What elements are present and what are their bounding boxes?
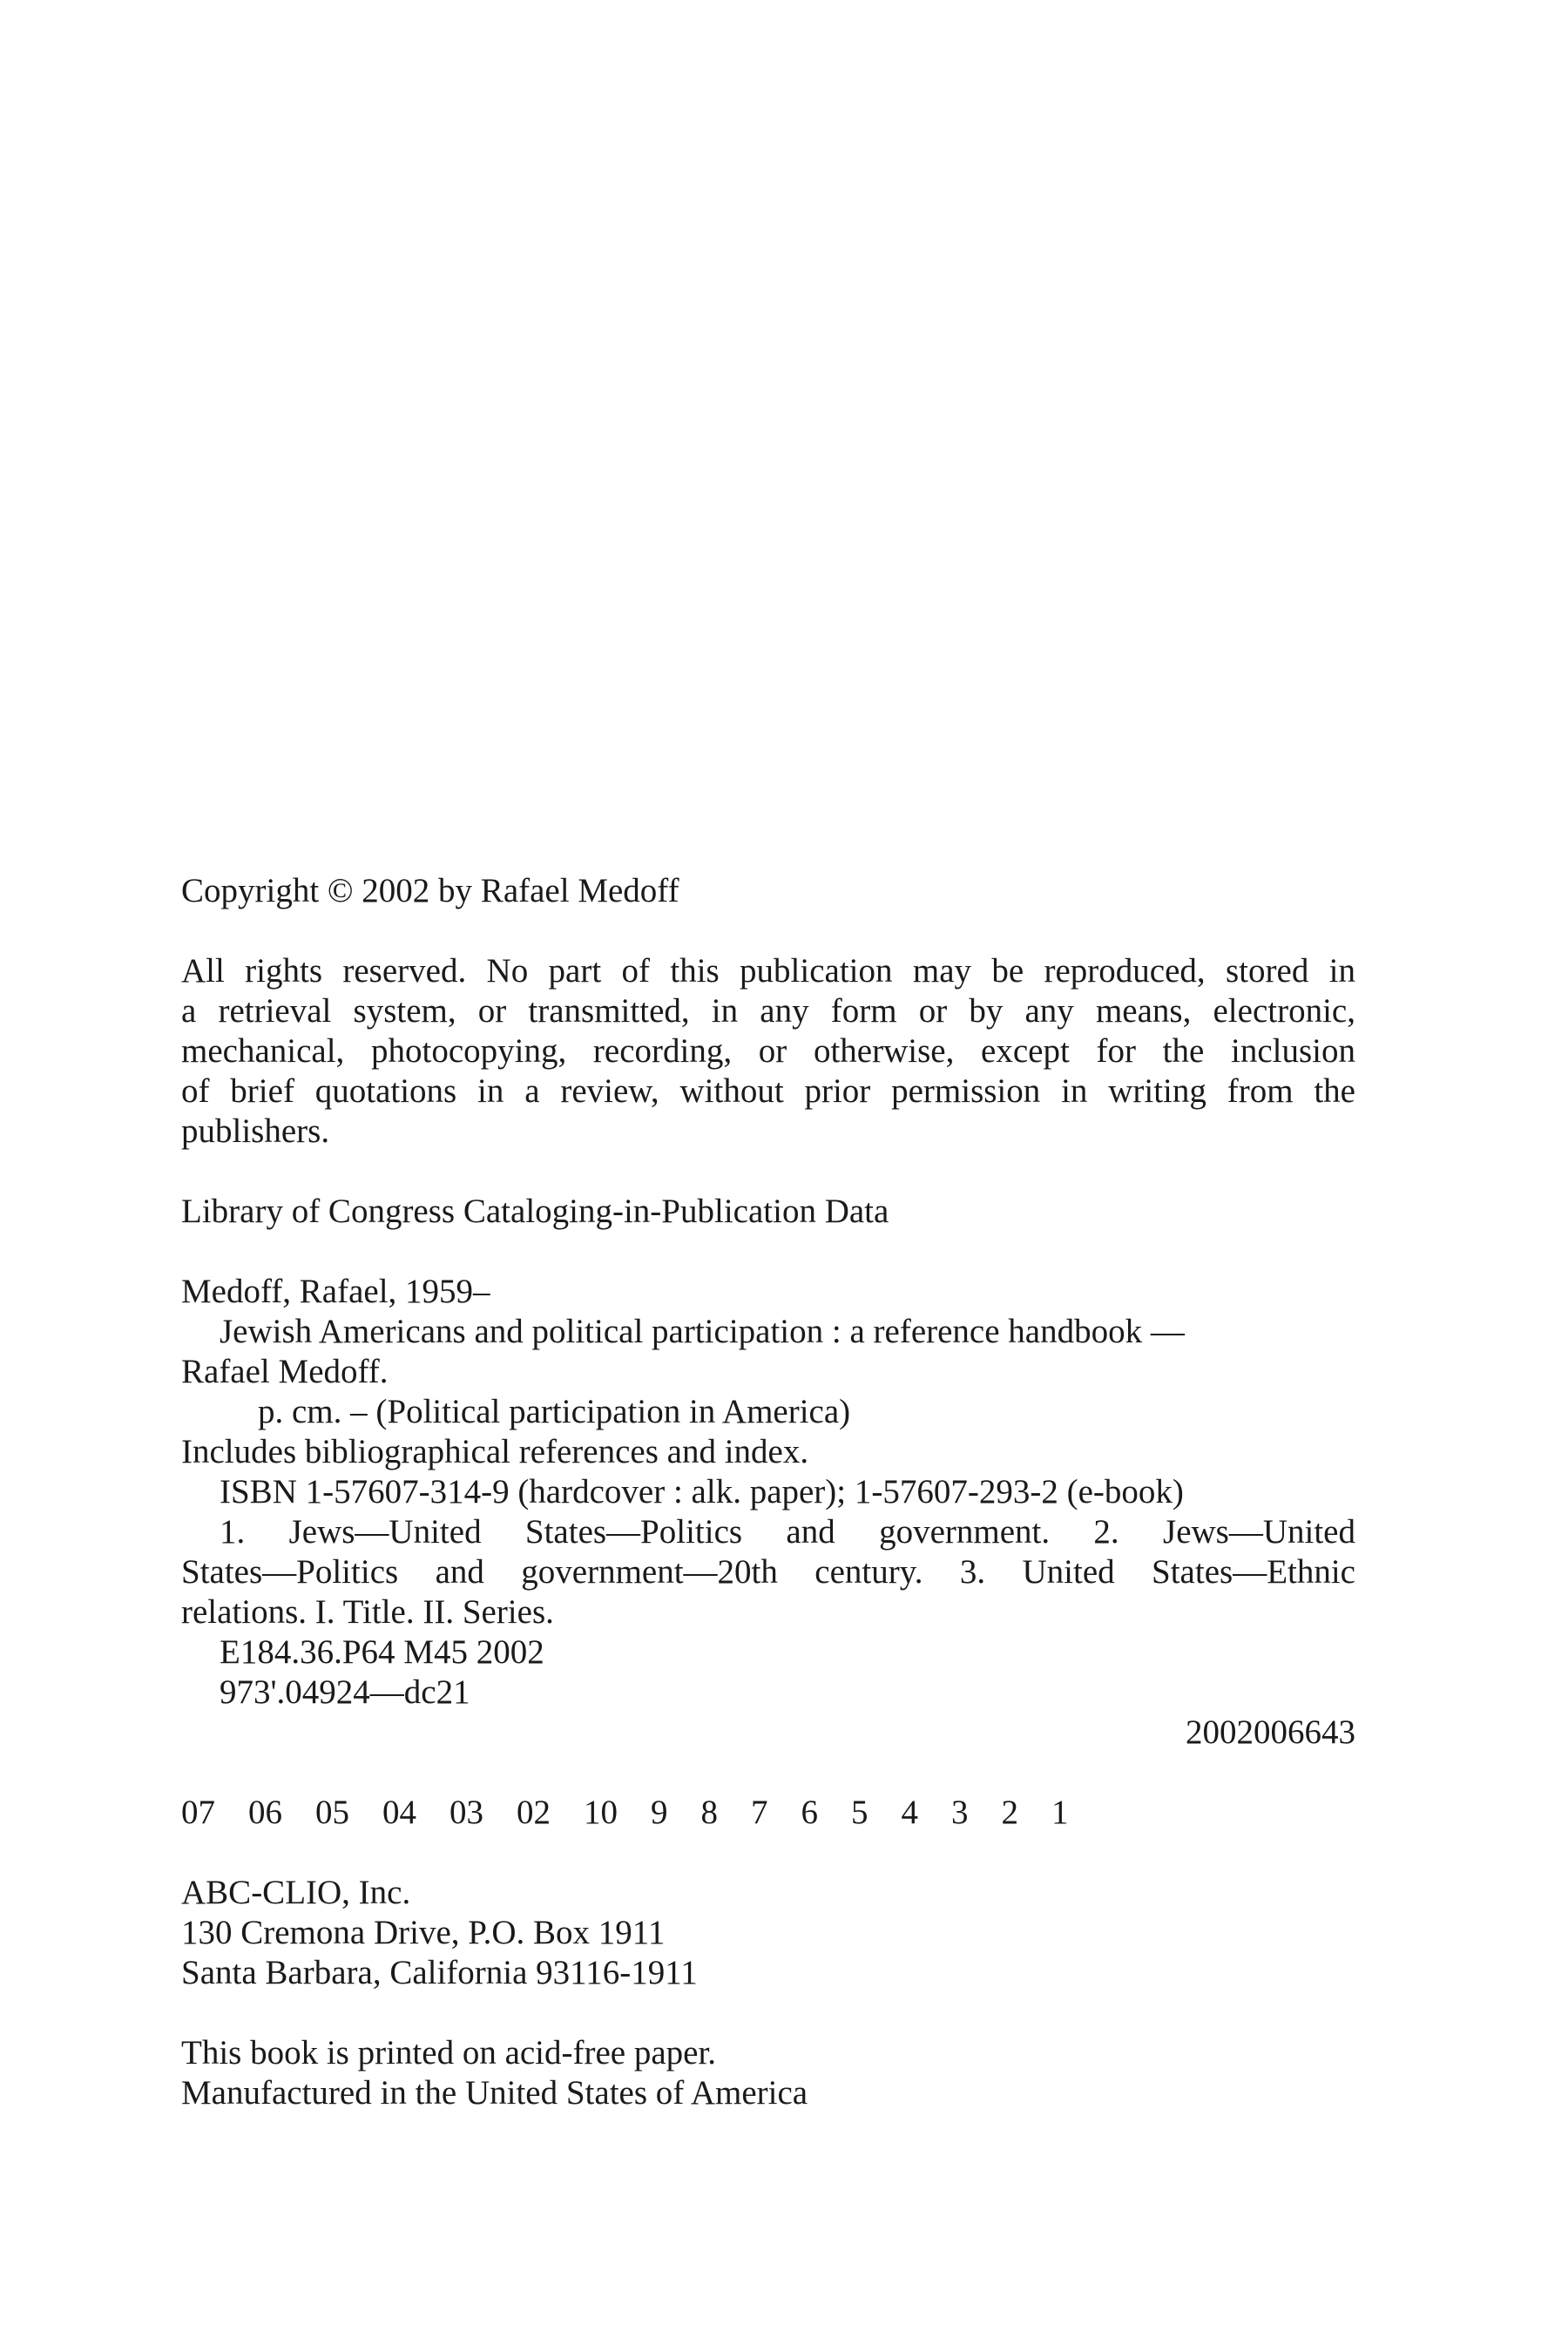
cip-subjects: relations. I. Title. II. Series. bbox=[181, 1593, 554, 1631]
print-number: 3 bbox=[951, 1794, 969, 1831]
cip-record bbox=[181, 1272, 1355, 1753]
print-number: 05 bbox=[315, 1794, 349, 1831]
cip-includes: Includes bibliographical references and index. bbox=[181, 1433, 809, 1470]
rights-line: All rights reserved. No part of this publication may be reproduced, stored in bbox=[181, 952, 1355, 990]
print-number: 1 bbox=[1051, 1794, 1069, 1831]
copyright-notice: Copyright © 2002 by Rafael Medoff bbox=[181, 872, 679, 909]
print-number: 4 bbox=[901, 1794, 918, 1831]
cip-subjects: States—Politics and government—20th century. 3. United States—Ethnic bbox=[181, 1553, 1355, 1591]
copyright-notice-block bbox=[181, 871, 1355, 911]
print-number: 6 bbox=[801, 1794, 818, 1831]
cip-author: Medoff, Rafael, 1959– bbox=[181, 1273, 490, 1310]
cip-title: Jewish Americans and political participation : a reference handbook — bbox=[220, 1313, 1185, 1350]
printing-notes bbox=[181, 2033, 1355, 2113]
print-number: 7 bbox=[751, 1794, 768, 1831]
copyright-page bbox=[181, 871, 1355, 2113]
print-number: 10 bbox=[584, 1794, 618, 1831]
rights-statement bbox=[181, 951, 1355, 1152]
print-number: 02 bbox=[517, 1794, 551, 1831]
cip-heading: Library of Congress Cataloging-in-Publication Data bbox=[181, 1193, 889, 1230]
print-number: 9 bbox=[651, 1794, 668, 1831]
print-number: 2 bbox=[1001, 1794, 1018, 1831]
rights-line: a retrieval system, or transmitted, in any form or by any means, electronic, bbox=[181, 992, 1355, 1030]
printing-line bbox=[181, 1793, 1355, 1833]
publisher-name: ABC-CLIO, Inc. bbox=[181, 1874, 411, 1911]
print-number: 04 bbox=[382, 1794, 416, 1831]
acid-free-note: This book is printed on acid-free paper. bbox=[181, 2034, 717, 2072]
cip-dewey: 973'.04924—dc21 bbox=[220, 1673, 470, 1711]
manufactured-note: Manufactured in the United States of America bbox=[181, 2074, 808, 2112]
print-number: 07 bbox=[181, 1794, 215, 1831]
rights-line: mechanical, photocopying, recording, or otherwise, except for the inclusion bbox=[181, 1032, 1355, 1070]
print-number: 03 bbox=[449, 1794, 483, 1831]
rights-line: publishers. bbox=[181, 1112, 330, 1150]
publisher-street: 130 Cremona Drive, P.O. Box 1911 bbox=[181, 1914, 666, 1951]
cip-series: p. cm. – (Political participation in America) bbox=[258, 1393, 851, 1430]
print-number: 06 bbox=[248, 1794, 282, 1831]
cip-subjects: 1. Jews—United States—Politics and government. 2. Jews—United bbox=[220, 1513, 1355, 1551]
cip-isbn: ISBN 1-57607-314-9 (hardcover : alk. paper); 1-57607-293-2 (e-book) bbox=[220, 1473, 1184, 1511]
print-number: 5 bbox=[851, 1794, 868, 1831]
publisher-city: Santa Barbara, California 93116-1911 bbox=[181, 1954, 698, 1991]
cip-lccn: 2002006643 bbox=[1186, 1713, 1355, 1751]
rights-line: of brief quotations in a review, without prior permission in writing from the bbox=[181, 1072, 1355, 1110]
cip-lc-class: E184.36.P64 M45 2002 bbox=[220, 1633, 544, 1671]
cip-title: Rafael Medoff. bbox=[181, 1353, 389, 1390]
cip-heading-block bbox=[181, 1192, 1355, 1232]
print-number: 8 bbox=[700, 1794, 718, 1831]
publisher-address bbox=[181, 1873, 1355, 1993]
